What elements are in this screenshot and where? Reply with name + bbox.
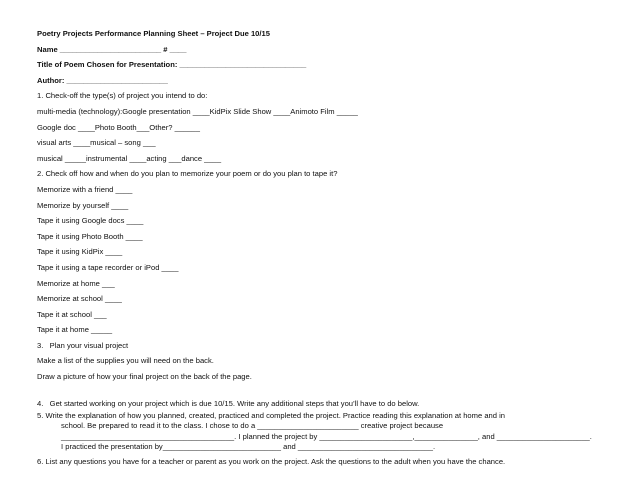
poem-title-field-line: Title of Poem Chosen for Presentation: ______________________________ bbox=[37, 60, 307, 70]
memorize-option: Tape it using a tape recorder or iPod ____ bbox=[37, 262, 179, 272]
section-4-text: 4. Get started working on your project which is due 10/15. Write any additional steps that you’ll have to do below. bbox=[37, 398, 420, 408]
section-5-line-3: _________________________________________. I planned the project by ______________________,_______________, and ______________________. bbox=[61, 431, 592, 441]
section-5-line-1: 5. Write the explanation of how you planned, created, practiced and completed the project. Practice reading this explanation at home and in bbox=[37, 411, 506, 421]
memorize-option: Tape it using Google docs ____ bbox=[37, 216, 144, 226]
supplies-instruction: Make a list of the supplies you will need on the back. bbox=[37, 356, 214, 366]
section-5-line-4: I practiced the presentation by____________________________ and ________________________________. bbox=[61, 441, 436, 451]
project-type-multimedia: multi-media (technology):Google presentation ____KidPix Slide Show ____Animoto Film _____ bbox=[37, 106, 358, 116]
section-5-paragraph bbox=[37, 411, 627, 452]
memorize-option: Tape it using KidPix ____ bbox=[37, 247, 123, 257]
memorize-option: Memorize with a friend ____ bbox=[37, 184, 133, 194]
memorize-option: Tape it using Photo Booth ____ bbox=[37, 231, 143, 241]
drawing-instruction: Draw a picture of how your final project on the back of the page. bbox=[37, 372, 252, 382]
section-2-heading: 2. Check off how and when do you plan to memorize your poem or do you plan to tape it? bbox=[37, 169, 338, 179]
memorize-option: Tape it at home _____ bbox=[37, 325, 113, 335]
project-type-google-doc: Google doc ____Photo Booth___Other? ______ bbox=[37, 122, 200, 132]
planning-sheet bbox=[37, 26, 627, 470]
name-field-line: Name ________________________ # ____ bbox=[37, 44, 187, 54]
sheet-title: Poetry Projects Performance Planning Sheet – Project Due 10/15 bbox=[37, 29, 270, 38]
project-type-visual-arts: visual arts ____musical – song ___ bbox=[37, 138, 156, 148]
section-3-heading: 3. Plan your visual project bbox=[37, 340, 129, 350]
project-type-musical: musical _____instrumental ____acting ___dance ____ bbox=[37, 153, 222, 163]
memorize-option: Tape it at school ___ bbox=[37, 309, 107, 319]
blank-spacer bbox=[37, 385, 627, 396]
memorize-option: Memorize at school ____ bbox=[37, 294, 122, 304]
memorize-option: Memorize by yourself ____ bbox=[37, 200, 129, 210]
author-field-line: Author: ________________________ bbox=[37, 75, 168, 85]
section-5-line-2: school. Be prepared to read it to the class. I chose to do a ________________________ creative project because bbox=[61, 421, 444, 431]
section-1-heading: 1. Check-off the type(s) of project you intend to do: bbox=[37, 91, 208, 101]
memorize-option: Memorize at home ___ bbox=[37, 278, 115, 288]
section-6-text: 6. List any questions you have for a teacher or parent as you work on the project. Ask the questions to the adult when you have the chance. bbox=[37, 457, 506, 467]
